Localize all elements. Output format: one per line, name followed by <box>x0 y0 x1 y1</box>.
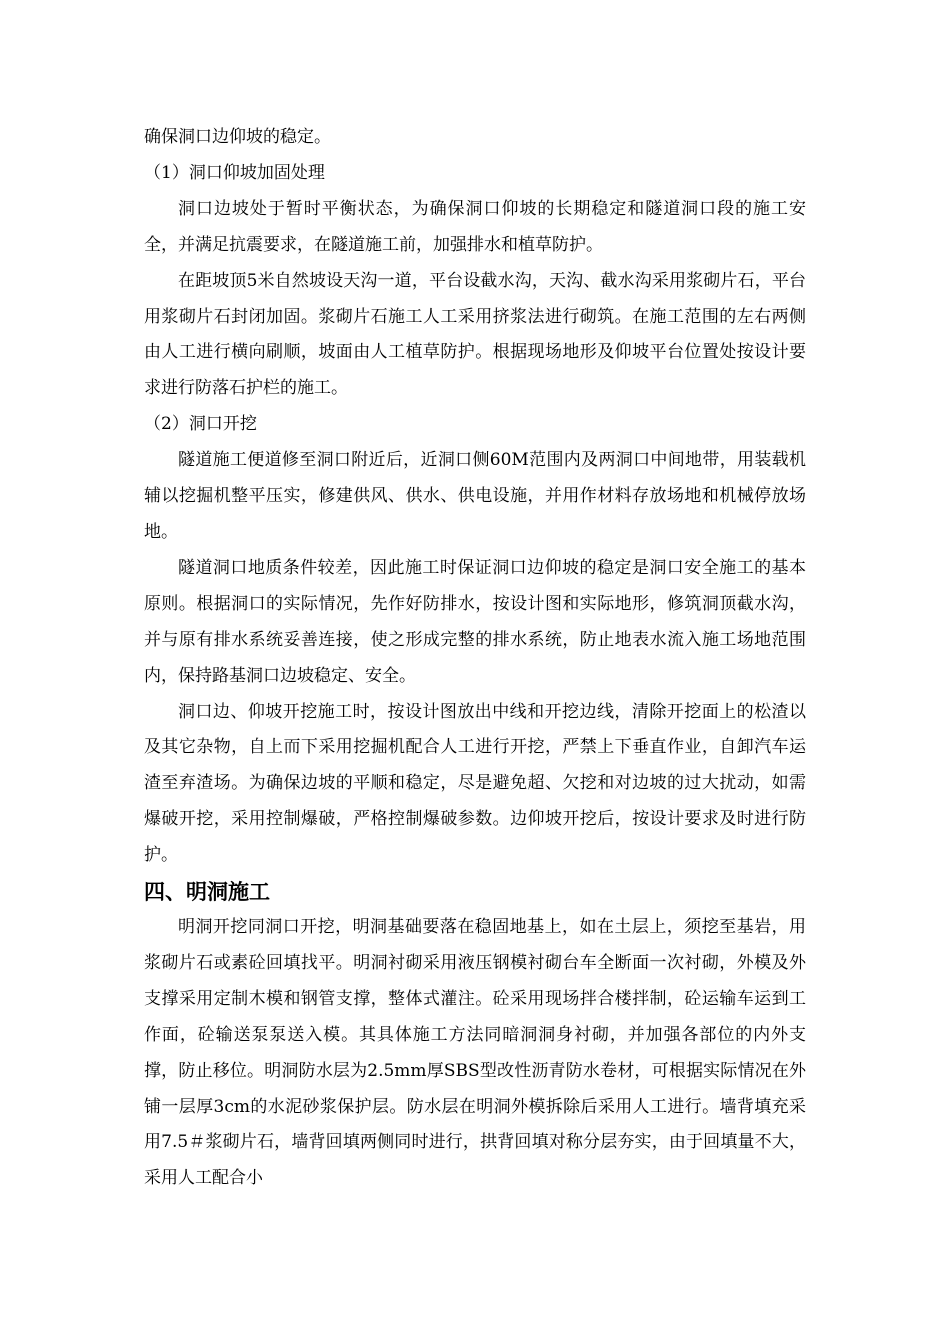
paragraph: 隧道施工便道修至洞口附近后，近洞口侧60M范围内及两洞口中间地带，用装载机辅以挖掘机整平压实，修建供风、供水、供电设施，并用作材料存放场地和机械停放场地。 <box>144 450 806 542</box>
paragraph: 隧道洞口地质条件较差，因此施工时保证洞口边仰坡的稳定是洞口安全施工的基本原则。根据洞口的实际情况，先作好防排水，按设计图和实际地形，修筑洞顶截水沟，并与原有排水系统妥善连接，使之形成完整的排水系统，防止地表水流入施工场地范围内，保持路基洞口边坡稳定、安全。 <box>144 557 806 686</box>
paragraph: 明洞开挖同洞口开挖，明洞基础要落在稳固地基上，如在土层上，须挖至基岩，用浆砌片石或素砼回填找平。明洞衬砌采用液压钢模衬砌台车全断面一次衬砌，外模及外支撑采用定制木模和钢管支撑，整体式灌注。砼采用现场拌合楼拌制，砼运输车运到工作面，砼输送泵泵送入模。其具体施工方法同暗洞洞身衬砌，并加强各部位的内外支撑，防止移位。明洞防水层为2.5mm厚SBS型改性沥青防水卷材，可根据实际情况在外铺一层厚3cm的水泥砂浆保护层。防水层在明洞外模拆除后采用人工进行。墙背填充采用7.5＃浆砌片石，墙背回填两侧同时进行，拱背回填对称分层夯实，由于回填量不大，采用人工配合小 <box>144 917 806 1189</box>
subheading-portal-excavation: （2）洞口开挖 <box>144 414 257 435</box>
paragraph: 洞口边、仰坡开挖施工时，按设计图放出中线和开挖边线，清除开挖面上的松渣以及其它杂物，自上而下采用挖掘机配合人工进行开挖，严禁上下垂直作业，自卸汽车运渣至弃渣场。为确保边坡的平顺和稳定，尽是避免超、欠挖和对边坡的过大扰动，如需爆破开挖，采用控制爆破，严格控制爆破参数。边仰坡开挖后，按设计要求及时进行防护。 <box>144 701 806 866</box>
document-body <box>144 120 806 1197</box>
section-heading-open-cut-tunnel: 四、明洞施工 <box>144 880 270 905</box>
subheading-portal-slope-reinforcement: （1）洞口仰坡加固处理 <box>144 162 325 183</box>
paragraph-continuation: 确保洞口边仰坡的稳定。 <box>144 127 331 147</box>
paragraph: 在距坡顶5米自然坡设天沟一道，平台设截水沟，天沟、截水沟采用浆砌片石，平台用浆砌片石封闭加固。浆砌片石施工人工采用挤浆法进行砌筑。在施工范围的左右两侧由人工进行横向刷顺，坡面由人工植草防护。根据现场地形及仰坡平台位置处按设计要求进行防落石护栏的施工。 <box>144 270 806 399</box>
paragraph: 洞口边坡处于暂时平衡状态，为确保洞口仰坡的长期稳定和隧道洞口段的施工安全，并满足抗震要求，在隧道施工前，加强排水和植草防护。 <box>144 198 806 255</box>
